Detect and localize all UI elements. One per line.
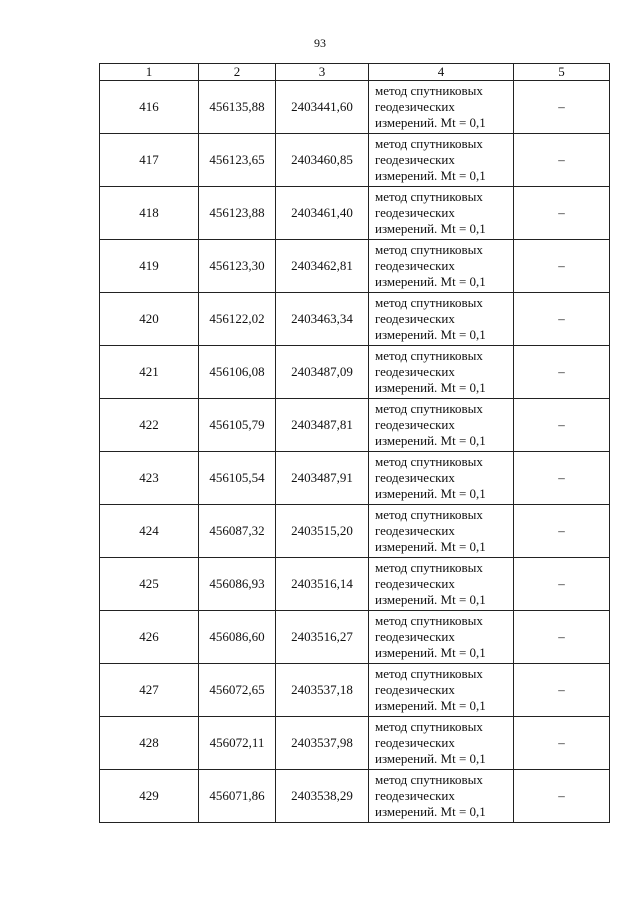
method-cell [369, 717, 514, 770]
table-header-row [100, 64, 610, 81]
note-cell: – [514, 81, 610, 134]
point-number-cell: 426 [100, 611, 199, 664]
y-coordinate-cell: 2403461,40 [276, 187, 369, 240]
method-cell [369, 187, 514, 240]
coordinates-table [99, 63, 610, 823]
method-line: измерений. Mt = 0,1 [375, 645, 486, 660]
method-cell [369, 346, 514, 399]
method-line: измерений. Mt = 0,1 [375, 380, 486, 395]
method-cell [369, 558, 514, 611]
y-coordinate-cell: 2403538,29 [276, 770, 369, 823]
table-row [100, 187, 610, 240]
method-line: геодезических [375, 99, 455, 114]
y-coordinate-cell: 2403460,85 [276, 134, 369, 187]
method-cell [369, 505, 514, 558]
method-line: измерений. Mt = 0,1 [375, 539, 486, 554]
note-cell: – [514, 664, 610, 717]
y-coordinate-cell: 2403516,14 [276, 558, 369, 611]
table-row [100, 505, 610, 558]
method-line: метод спутниковых [375, 189, 483, 204]
note-cell: – [514, 452, 610, 505]
y-coordinate-cell: 2403515,20 [276, 505, 369, 558]
method-line: метод спутниковых [375, 454, 483, 469]
table-row [100, 558, 610, 611]
point-number-cell: 425 [100, 558, 199, 611]
page-number: 93 [314, 36, 326, 50]
table-row [100, 134, 610, 187]
table-row [100, 770, 610, 823]
method-cell [369, 611, 514, 664]
method-line: метод спутниковых [375, 348, 483, 363]
method-line: метод спутниковых [375, 83, 483, 98]
note-cell: – [514, 293, 610, 346]
method-line: метод спутниковых [375, 136, 483, 151]
column-header-1: 1 [100, 64, 199, 81]
method-line: метод спутниковых [375, 507, 483, 522]
point-number-cell: 428 [100, 717, 199, 770]
method-cell [369, 240, 514, 293]
method-line: метод спутниковых [375, 613, 483, 628]
x-coordinate-cell: 456072,11 [199, 717, 276, 770]
x-coordinate-cell: 456087,32 [199, 505, 276, 558]
table-row [100, 452, 610, 505]
method-cell [369, 293, 514, 346]
method-line: геодезических [375, 364, 455, 379]
method-cell [369, 399, 514, 452]
table-row [100, 240, 610, 293]
method-line: геодезических [375, 735, 455, 750]
y-coordinate-cell: 2403537,18 [276, 664, 369, 717]
table-row [100, 293, 610, 346]
y-coordinate-cell: 2403463,34 [276, 293, 369, 346]
method-line: измерений. Mt = 0,1 [375, 433, 486, 448]
note-cell: – [514, 558, 610, 611]
method-line: геодезических [375, 152, 455, 167]
method-line: метод спутниковых [375, 719, 483, 734]
point-number-cell: 418 [100, 187, 199, 240]
x-coordinate-cell: 456072,65 [199, 664, 276, 717]
method-line: геодезических [375, 788, 455, 803]
table-row [100, 81, 610, 134]
method-cell [369, 452, 514, 505]
y-coordinate-cell: 2403441,60 [276, 81, 369, 134]
method-line: геодезических [375, 417, 455, 432]
method-line: геодезических [375, 205, 455, 220]
method-line: геодезических [375, 629, 455, 644]
column-header-5: 5 [514, 64, 610, 81]
method-line: геодезических [375, 682, 455, 697]
x-coordinate-cell: 456086,93 [199, 558, 276, 611]
method-line: метод спутниковых [375, 772, 483, 787]
column-header-2: 2 [199, 64, 276, 81]
point-number-cell: 420 [100, 293, 199, 346]
table-row [100, 611, 610, 664]
column-header-4: 4 [369, 64, 514, 81]
method-line: измерений. Mt = 0,1 [375, 751, 486, 766]
note-cell: – [514, 240, 610, 293]
method-line: измерений. Mt = 0,1 [375, 486, 486, 501]
x-coordinate-cell: 456122,02 [199, 293, 276, 346]
column-header-3: 3 [276, 64, 369, 81]
point-number-cell: 423 [100, 452, 199, 505]
method-cell [369, 664, 514, 717]
point-number-cell: 417 [100, 134, 199, 187]
method-cell [369, 134, 514, 187]
x-coordinate-cell: 456086,60 [199, 611, 276, 664]
point-number-cell: 419 [100, 240, 199, 293]
point-number-cell: 424 [100, 505, 199, 558]
method-line: измерений. Mt = 0,1 [375, 221, 486, 236]
method-line: геодезических [375, 258, 455, 273]
method-line: метод спутниковых [375, 242, 483, 257]
x-coordinate-cell: 456071,86 [199, 770, 276, 823]
table-row [100, 399, 610, 452]
method-line: измерений. Mt = 0,1 [375, 592, 486, 607]
y-coordinate-cell: 2403487,91 [276, 452, 369, 505]
note-cell: – [514, 611, 610, 664]
table-row [100, 346, 610, 399]
method-line: измерений. Mt = 0,1 [375, 274, 486, 289]
method-line: метод спутниковых [375, 401, 483, 416]
method-line: измерений. Mt = 0,1 [375, 115, 486, 130]
method-line: геодезических [375, 576, 455, 591]
note-cell: – [514, 399, 610, 452]
table-row [100, 717, 610, 770]
x-coordinate-cell: 456123,65 [199, 134, 276, 187]
point-number-cell: 421 [100, 346, 199, 399]
method-cell [369, 770, 514, 823]
x-coordinate-cell: 456106,08 [199, 346, 276, 399]
x-coordinate-cell: 456105,54 [199, 452, 276, 505]
note-cell: – [514, 770, 610, 823]
note-cell: – [514, 187, 610, 240]
method-cell [369, 81, 514, 134]
table-row [100, 664, 610, 717]
note-cell: – [514, 346, 610, 399]
method-line: геодезических [375, 470, 455, 485]
note-cell: – [514, 505, 610, 558]
table-body [100, 81, 610, 823]
method-line: измерений. Mt = 0,1 [375, 168, 486, 183]
point-number-cell: 427 [100, 664, 199, 717]
point-number-cell: 416 [100, 81, 199, 134]
method-line: метод спутниковых [375, 666, 483, 681]
y-coordinate-cell: 2403487,81 [276, 399, 369, 452]
y-coordinate-cell: 2403487,09 [276, 346, 369, 399]
y-coordinate-cell: 2403516,27 [276, 611, 369, 664]
x-coordinate-cell: 456135,88 [199, 81, 276, 134]
y-coordinate-cell: 2403462,81 [276, 240, 369, 293]
x-coordinate-cell: 456123,88 [199, 187, 276, 240]
method-line: измерений. Mt = 0,1 [375, 327, 486, 342]
method-line: геодезических [375, 311, 455, 326]
point-number-cell: 429 [100, 770, 199, 823]
note-cell: – [514, 717, 610, 770]
point-number-cell: 422 [100, 399, 199, 452]
method-line: метод спутниковых [375, 295, 483, 310]
x-coordinate-cell: 456123,30 [199, 240, 276, 293]
method-line: геодезических [375, 523, 455, 538]
y-coordinate-cell: 2403537,98 [276, 717, 369, 770]
method-line: метод спутниковых [375, 560, 483, 575]
note-cell: – [514, 134, 610, 187]
method-line: измерений. Mt = 0,1 [375, 698, 486, 713]
method-line: измерений. Mt = 0,1 [375, 804, 486, 819]
x-coordinate-cell: 456105,79 [199, 399, 276, 452]
